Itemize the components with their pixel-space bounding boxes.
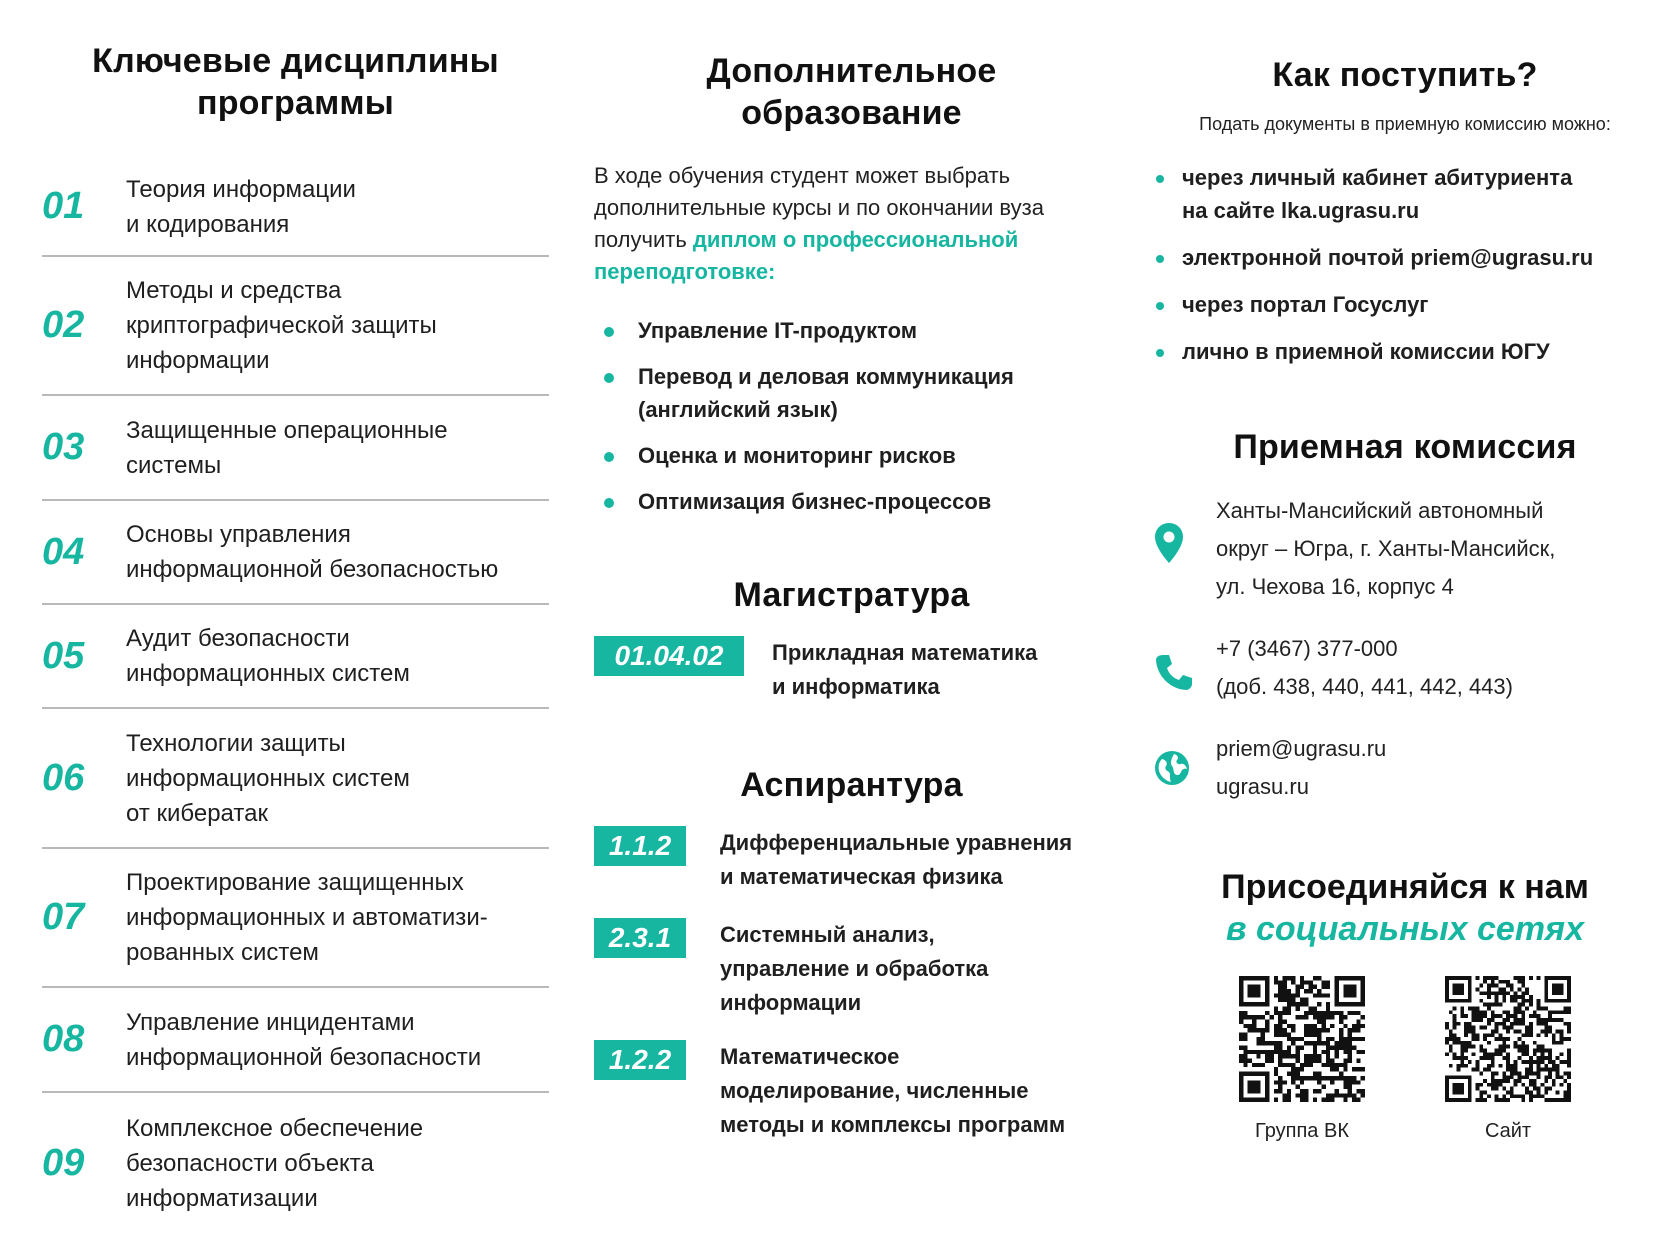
course-label: Оценка и мониторинг рисков: [638, 443, 956, 468]
discipline-item: [42, 709, 549, 849]
phd-title: Аспирантура: [740, 766, 963, 804]
courses-list: [594, 314, 1109, 518]
how-to-apply-title: Как поступить?: [1272, 56, 1538, 94]
phd-program: [594, 918, 1109, 1020]
apply-way-item: [1150, 241, 1660, 274]
discipline-number: 07: [42, 896, 85, 938]
discipline-title: Проектирование защищенных информационных и автоматизи- рованных систем: [126, 869, 488, 966]
discipline-title: Защищенные операционные системы: [126, 416, 448, 479]
discipline-title: Аудит безопасности информационных систем: [126, 625, 410, 687]
bullet-dot-icon: [604, 327, 614, 337]
program-name: Системный анализ, управление и обработка информации: [720, 922, 989, 1015]
intro-highlight: диплом о профессиональной переподготовке:: [594, 227, 1019, 284]
discipline-number: 08: [42, 1018, 85, 1060]
discipline-number: 03: [42, 426, 85, 468]
bullet-dot-icon: [604, 498, 614, 508]
phone-text: +7 (3467) 377-000 (доб. 438, 440, 441, 442, 443): [1216, 636, 1513, 699]
discipline-item: [42, 988, 549, 1093]
program-name: Математическое моделирование, численные методы и комплексы программ: [720, 1044, 1066, 1137]
discipline-number: 02: [42, 304, 85, 346]
apply-way-item: [1150, 288, 1660, 321]
discipline-title: Технологии защиты информационных систем от кибератак: [126, 729, 410, 827]
bullet-dot-icon: [604, 373, 614, 383]
web-block: [1150, 730, 1660, 806]
discipline-title: Методы и средства криптографической защиты информации: [126, 277, 437, 374]
bullet-dot-icon: [604, 452, 614, 462]
social-title: Присоединяйся к нам: [1221, 868, 1589, 906]
discipline-title: Управление инцидентами информационной безопасности: [126, 1008, 482, 1071]
program-code-badge: 1.2.2: [594, 1040, 686, 1080]
discipline-title: Основы управления информационной безопасностью: [126, 521, 499, 583]
phd-program: [594, 826, 1109, 894]
discipline-number: 09: [42, 1141, 85, 1184]
phd-program: [594, 1040, 1109, 1142]
course-item: [594, 485, 1109, 518]
how-to-apply-note: Подать документы в приемную комиссию можно:: [1199, 114, 1611, 134]
committee-title: Приемная комиссия: [1233, 428, 1577, 466]
apply-way-item: [1150, 161, 1660, 227]
discipline-item: [42, 849, 549, 988]
web-text: priem@ugrasu.ru ugrasu.ru: [1216, 736, 1387, 799]
discipline-item: [42, 1093, 549, 1233]
program-code-badge: 2.3.1: [594, 918, 686, 958]
qr-code-icon[interactable]: [1239, 976, 1365, 1102]
admission-column: [1150, 0, 1660, 1143]
course-item: [594, 439, 1109, 472]
apply-way-item: [1150, 335, 1660, 368]
location-pin-icon: [1150, 492, 1216, 564]
qr-codes: [1150, 976, 1660, 1143]
qr-caption: Группа ВК: [1255, 1120, 1349, 1142]
extra-education-title: Дополнительное образование: [706, 52, 997, 132]
masters-program: [594, 636, 1109, 704]
discipline-number: 05: [42, 634, 85, 677]
address-block: [1150, 492, 1660, 606]
program-name: Дифференциальные уравнения и математическая физика: [720, 830, 1073, 889]
discipline-item: [42, 605, 549, 709]
discipline-item: [42, 501, 549, 605]
discipline-title: Комплексное обеспечение безопасности объекта информатизации: [126, 1114, 424, 1212]
disciplines-title: Ключевые дисциплины программы: [92, 42, 499, 122]
address-text: Ханты-Мансийский автономный округ – Югра, г. Ханты-Мансийск, ул. Чехова 16, корпус 4: [1216, 498, 1556, 599]
qr-caption: Сайт: [1484, 1120, 1532, 1142]
discipline-item: [42, 257, 549, 396]
course-item: [594, 360, 1109, 426]
discipline-number: 04: [42, 530, 85, 573]
social-subtitle: в социальных сетях: [1226, 910, 1584, 948]
discipline-item: [42, 396, 549, 501]
bullet-dot-icon: [1156, 302, 1164, 310]
program-code-badge: 01.04.02: [594, 636, 744, 676]
apply-way-label: через портал Госуслуг: [1182, 292, 1429, 317]
apply-way-label: электронной почтой priem@ugrasu.ru: [1182, 245, 1594, 270]
course-label: Управление IT-продуктом: [638, 318, 918, 343]
bullet-dot-icon: [1156, 255, 1164, 263]
bullet-dot-icon: [1156, 349, 1164, 357]
apply-way-label: лично в приемной комиссии ЮГУ: [1182, 339, 1550, 364]
disciplines-list: [42, 158, 549, 1233]
discipline-number: 01: [42, 185, 85, 227]
program-name: Прикладная математика и информатика: [772, 640, 1038, 699]
social-block: [1150, 866, 1660, 1143]
masters-title: Магистратура: [733, 576, 970, 614]
extra-education-intro: [594, 160, 1109, 288]
program-code-badge: 1.1.2: [594, 826, 686, 866]
disciplines-column: [42, 0, 549, 1233]
course-label: Перевод и деловая коммуникация (английский язык): [638, 364, 1014, 422]
course-label: Оптимизация бизнес-процессов: [638, 489, 992, 514]
discipline-item: [42, 158, 549, 257]
discipline-number: 06: [42, 756, 85, 799]
globe-icon: [1150, 730, 1216, 786]
phone-block: [1150, 630, 1660, 706]
qr-code-icon[interactable]: [1445, 976, 1571, 1102]
phone-icon: [1150, 630, 1216, 692]
intro-text: В ходе обучения студент может выбрать дополнительные курсы и по окончании вуза получить: [594, 163, 1044, 252]
discipline-title: Теория информации и кодирования: [126, 175, 356, 238]
qr-site[interactable]: [1445, 976, 1571, 1143]
qr-vk[interactable]: [1239, 976, 1365, 1143]
apply-way-label: через личный кабинет абитуриента на сайте lka.ugrasu.ru: [1182, 165, 1573, 223]
education-column: [594, 0, 1109, 1142]
course-item: [594, 314, 1109, 347]
bullet-dot-icon: [1156, 175, 1164, 183]
apply-ways-list: [1150, 161, 1660, 368]
